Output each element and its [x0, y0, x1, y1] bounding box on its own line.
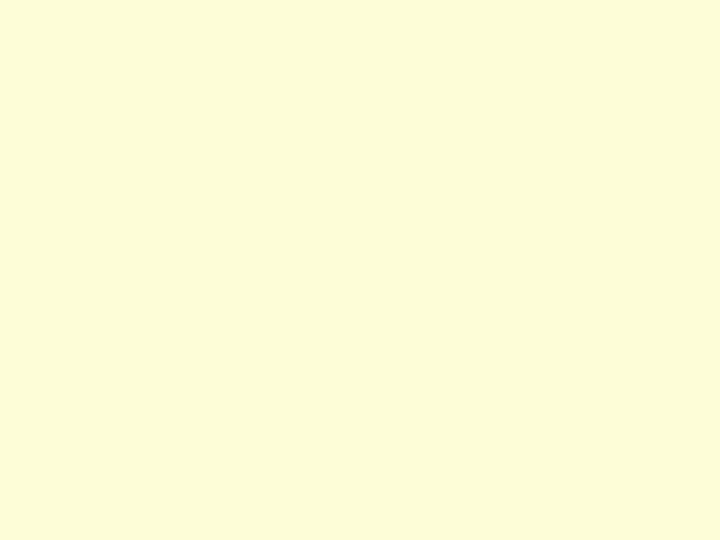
- bullet-list: [58, 158, 658, 164]
- bottom-decorative-bar: [0, 530, 720, 540]
- top-decorative-bar: [0, 0, 720, 40]
